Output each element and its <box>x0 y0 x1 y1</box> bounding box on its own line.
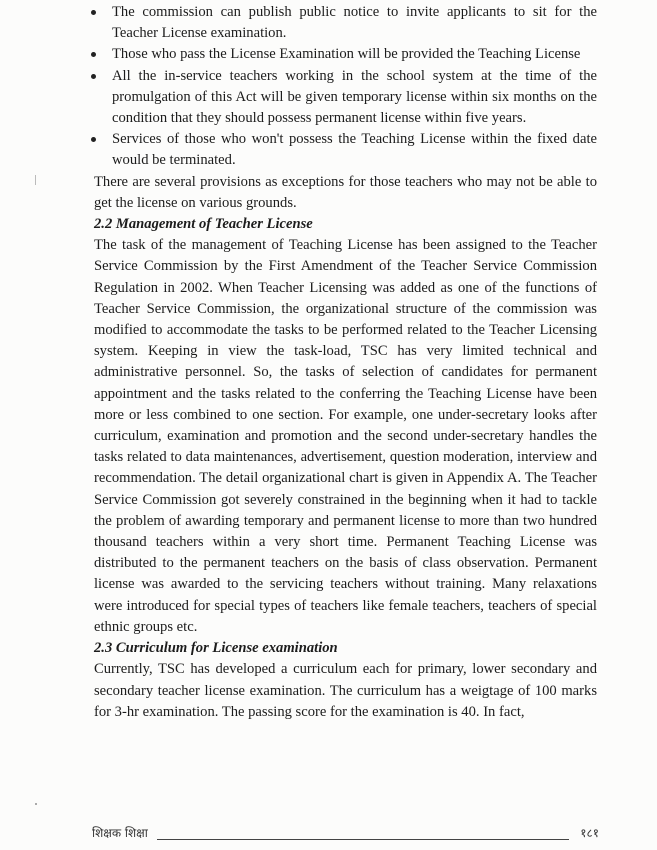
scan-margin-dot <box>35 803 37 805</box>
bullet-item <box>94 129 597 171</box>
bullet-item <box>94 2 597 44</box>
exceptions-paragraph: There are several provisions as exceptions for those teachers who may not be able to get the license on various grounds. <box>94 173 597 211</box>
bullet-icon <box>91 137 96 142</box>
bullet-text: Services of those who won't possess the Teaching License within the fixed date would be terminated. <box>112 131 597 169</box>
bullet-item <box>94 44 597 65</box>
bullet-icon <box>91 52 96 57</box>
bullet-icon <box>91 74 96 79</box>
curriculum-paragraph: Currently, TSC has developed a curriculum each for primary, lower secondary and secondary teacher license examination. The curriculum has a weigtage of 100 marks for 3-hr examination. The passing score for the examination is 40. In fact, <box>94 661 597 720</box>
bullet-icon <box>91 10 96 15</box>
bullet-text: Those who pass the License Examination will be provided the Teaching License <box>112 46 581 63</box>
bullet-text: The commission can publish public notice to invite applicants to sit for the Teacher License examination. <box>112 4 597 42</box>
section-heading-curriculum: 2.3 Curriculum for License examination <box>94 640 338 657</box>
section-heading-management: 2.2 Management of Teacher License <box>94 216 313 233</box>
journal-title: शिक्षक शिक्षा <box>92 826 148 840</box>
scan-margin-mark <box>35 175 36 185</box>
page-footer <box>92 824 607 844</box>
bullet-list <box>94 2 597 172</box>
management-paragraph: The task of the management of Teaching License has been assigned to the Teacher Service Commission by the First Amendment of the Teacher Service Commission Regulation in 2002. When Teacher Licensing was added as one of the functions of Teacher Service Commission, the organizational structure of the commission was modified to accommodate the tasks to be performed related to the Teacher Licensing system. Keeping in view the task-load, TSC has very limited technical and administrative personnel. So, the tasks of selection of candidates for permanent appointment and the tasks related to the conferring the Teaching License have been more or less combined to one section. For example, one under-secretary looks after curriculum, examination and promotion and the second under-secretary handles the tasks related to data maintenances, advertisement, question moderation, interview and recommendation. The detail organizational chart is given in Appendix A. The Teacher Service Commission got severely constrained in the beginning when it had to tackle the problem of awarding temporary and permanent license to more than two hundred thousand teachers within a very short time. Permanent Teaching License was distributed to the permanent teachers on the basis of class observation. Permanent license was awarded to the servicing teachers without training. Many relaxations were introduced for special types of teachers like female teachers, teachers of special ethnic groups etc. <box>94 237 597 635</box>
footer-rule <box>157 839 569 840</box>
document-page <box>94 2 597 723</box>
page-number: १८१ <box>580 826 599 840</box>
bullet-item <box>94 66 597 130</box>
bullet-text: All the in-service teachers working in the school system at the time of the promulgation of this Act will be given temporary license within six months on the condition that they should possess permanent license within five years. <box>112 67 597 127</box>
